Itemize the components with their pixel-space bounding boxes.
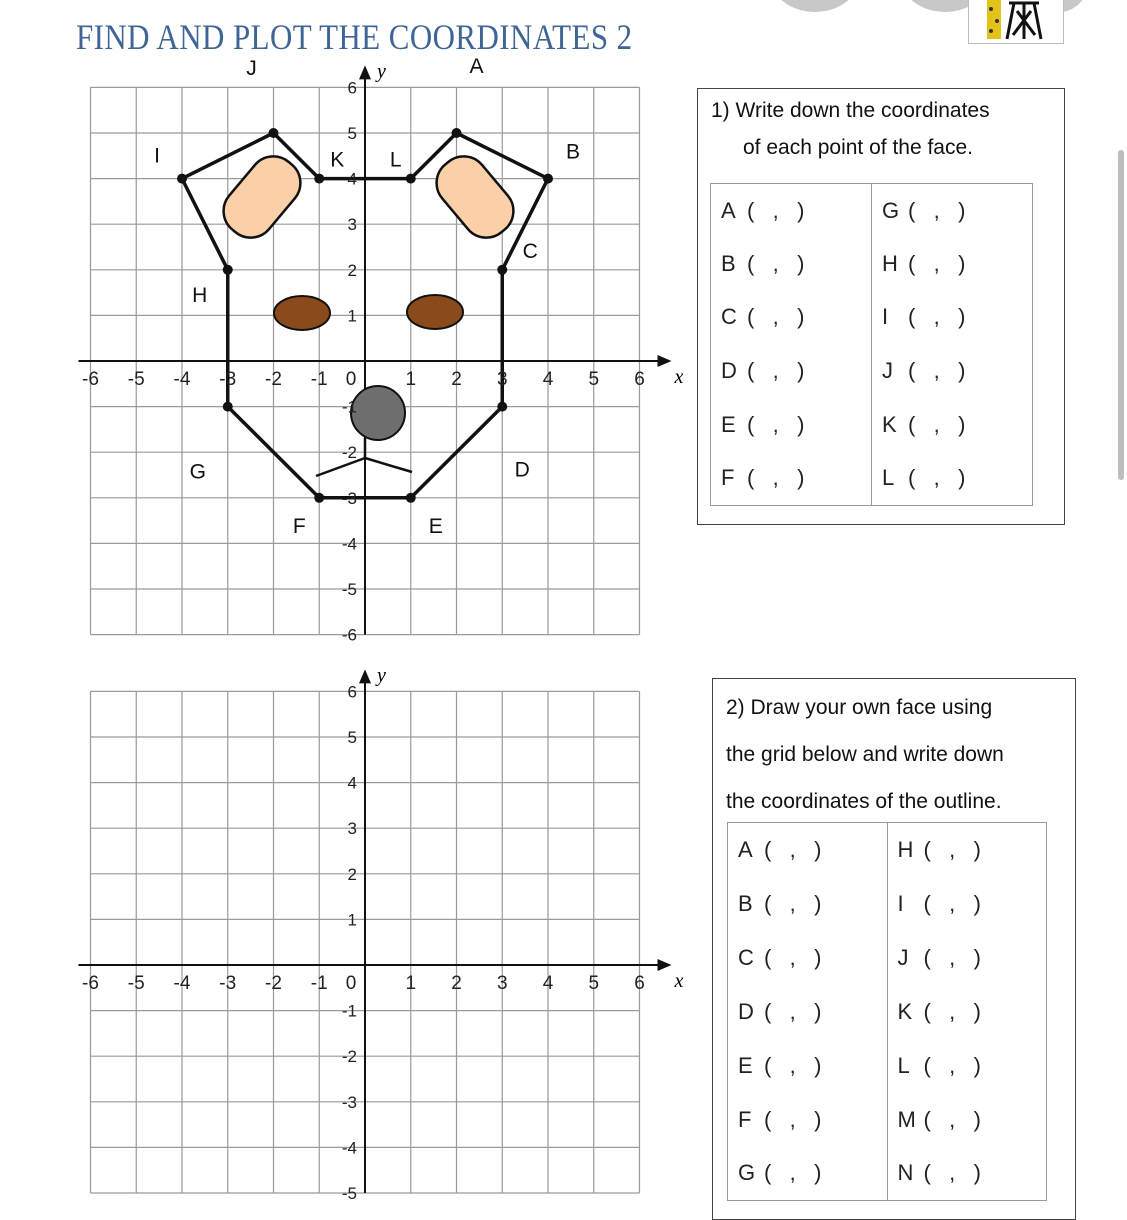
- coordinate-blank: ( , ): [764, 1106, 822, 1132]
- coordinate-blank: ( , ): [908, 304, 966, 330]
- y-tick-label: -5: [341, 580, 357, 599]
- point-letter: F: [738, 1106, 752, 1132]
- point-letter: J: [882, 358, 893, 384]
- x-tick-label: 6: [634, 369, 645, 390]
- x-tick-label: 4: [542, 369, 554, 390]
- point-K: [314, 174, 324, 184]
- point-G: [223, 402, 233, 412]
- right-eye: [407, 295, 463, 329]
- point-L: [406, 174, 416, 184]
- point-letter: E: [721, 411, 736, 437]
- point-letter: M: [897, 1106, 916, 1132]
- point-letter: H: [882, 250, 898, 276]
- point-letter: I: [882, 304, 889, 330]
- x-axis-arrow-icon: [658, 355, 672, 367]
- answer-cell-H[interactable]: [887, 823, 1047, 877]
- y-axis-arrow-icon: [359, 65, 371, 79]
- answer-cell-B[interactable]: [728, 877, 888, 931]
- y-tick-label: 5: [347, 728, 357, 747]
- answer-cell-B[interactable]: [711, 237, 872, 291]
- y-tick-label: -3: [341, 488, 357, 508]
- x-tick-label: -6: [82, 973, 99, 994]
- coordinate-blank: ( , ): [747, 304, 805, 330]
- x-tick-label: -5: [127, 973, 145, 994]
- y-tick-label: 2: [347, 260, 357, 280]
- y-tick-label: 4: [347, 169, 357, 189]
- y-tick-label: 4: [347, 773, 357, 793]
- task2-instructions: [726, 684, 1004, 825]
- nose: [351, 386, 405, 440]
- point-C: [497, 265, 507, 275]
- x-tick-label: 1: [405, 369, 417, 390]
- point-letter: G: [738, 1160, 756, 1186]
- point-letter: N: [897, 1160, 914, 1186]
- coordinate-blank: ( , ): [923, 998, 981, 1024]
- point-letter: B: [738, 890, 753, 916]
- y-tick-label: 1: [347, 306, 357, 326]
- task1-answer-table: [710, 183, 1033, 506]
- task1-line1: 1) Write down the coordinates: [711, 99, 990, 122]
- answer-cell-J[interactable]: [887, 931, 1047, 985]
- answer-cell-A[interactable]: [711, 184, 872, 238]
- answer-cell-N[interactable]: [887, 1147, 1047, 1201]
- y-axis-label: y: [377, 60, 386, 83]
- point-letter: H: [897, 836, 914, 862]
- point-label-C: C: [522, 239, 538, 263]
- answer-row: [711, 344, 1033, 398]
- answer-cell-C[interactable]: [711, 291, 872, 345]
- coordinate-blank: ( , ): [908, 465, 966, 491]
- y-tick-label: -3: [341, 1092, 357, 1112]
- answer-cell-F[interactable]: [711, 451, 872, 505]
- point-label-B: B: [565, 140, 581, 164]
- x-tick-label: -4: [173, 369, 191, 390]
- coordinate-blank: ( , ): [764, 836, 822, 862]
- answer-cell-G[interactable]: [872, 184, 1033, 238]
- answer-cell-H[interactable]: [872, 237, 1033, 291]
- y-tick-label: -6: [341, 625, 357, 645]
- y-tick-label: -1: [341, 1001, 357, 1021]
- point-letter: E: [738, 1052, 753, 1078]
- y-tick-label: -4: [341, 534, 357, 554]
- left-eye: [274, 296, 330, 330]
- coordinate-blank: ( , ): [764, 1052, 822, 1078]
- y-tick-label: -2: [341, 1047, 357, 1067]
- point-label-D: D: [514, 458, 530, 482]
- y-tick-label: 6: [347, 78, 357, 98]
- x-tick-label: -3: [219, 369, 237, 390]
- answer-cell-E[interactable]: [728, 1039, 888, 1093]
- answer-row: [728, 1039, 1047, 1093]
- point-letter: K: [897, 998, 913, 1024]
- answer-row: [711, 184, 1033, 238]
- answer-row: [728, 877, 1047, 931]
- point-letter: G: [882, 197, 900, 223]
- coordinate-blank: ( , ): [764, 998, 822, 1024]
- point-D: [497, 402, 507, 412]
- answer-cell-K[interactable]: [887, 985, 1047, 1039]
- x-tick-label: -5: [127, 369, 145, 390]
- answer-cell-C[interactable]: [728, 931, 888, 985]
- y-tick-label: 5: [347, 124, 357, 143]
- point-letter: J: [897, 944, 909, 970]
- y-tick-label: -5: [341, 1184, 357, 1200]
- x-tick-label: -3: [219, 973, 237, 994]
- task2-line1: 2) Draw your own face using: [726, 696, 993, 719]
- point-letter: D: [738, 998, 754, 1024]
- point-label-A: A: [469, 55, 484, 78]
- point-letter: I: [897, 890, 904, 916]
- point-letter: B: [721, 250, 736, 276]
- coordinate-blank: ( , ): [908, 411, 966, 437]
- coordinate-blank: ( , ): [764, 944, 822, 970]
- point-label-I: I: [154, 144, 160, 168]
- right-ear: [427, 147, 523, 248]
- coordinate-blank: ( , ): [747, 250, 805, 276]
- coordinate-blank: ( , ): [747, 358, 805, 384]
- point-B: [543, 174, 553, 184]
- point-label-L: L: [389, 148, 402, 172]
- x-tick-label: 6: [634, 973, 645, 994]
- answer-cell-E[interactable]: [711, 398, 872, 452]
- task2-answer-table: [727, 822, 1047, 1201]
- answer-row: [728, 1147, 1047, 1201]
- answer-cell-D[interactable]: [711, 344, 872, 398]
- answer-cell-L[interactable]: [872, 451, 1033, 505]
- bottom-grid: [79, 669, 672, 1193]
- coordinate-blank: ( , ): [923, 944, 981, 970]
- y-axis-label: y: [377, 664, 386, 687]
- x-tick-label: 0: [345, 369, 357, 390]
- task1-line2: of each point of the face.: [743, 136, 973, 159]
- answer-cell-F[interactable]: [728, 1093, 888, 1147]
- x-tick-label: 5: [588, 369, 600, 390]
- top-grid: [79, 65, 672, 634]
- x-tick-label: 5: [588, 973, 600, 994]
- point-letter: A: [738, 836, 753, 862]
- coordinate-blank: ( , ): [747, 197, 805, 223]
- answer-row: [711, 237, 1033, 291]
- x-tick-label: -2: [265, 973, 282, 994]
- x-axis-label: x: [674, 366, 684, 388]
- point-letter: A: [721, 197, 736, 223]
- point-letter: L: [882, 465, 895, 491]
- point-letter: L: [897, 1052, 910, 1078]
- answer-cell-I[interactable]: [872, 291, 1033, 345]
- scrollbar[interactable]: [1118, 150, 1124, 480]
- y-tick-label: 3: [347, 215, 357, 235]
- x-tick-label: 2: [451, 973, 462, 994]
- answer-row: [728, 985, 1047, 1039]
- task2-line2: the grid below and write down: [726, 743, 1004, 766]
- worksheet-title: FIND AND PLOT THE COORDINATES 2: [76, 17, 633, 57]
- x-tick-label: 3: [496, 973, 508, 994]
- y-tick-label: -4: [341, 1138, 357, 1158]
- point-F: [314, 493, 324, 503]
- point-letter: D: [721, 358, 737, 384]
- point-label-E: E: [428, 514, 443, 538]
- x-tick-label: 3: [496, 369, 508, 390]
- answer-row: [728, 931, 1047, 985]
- y-axis-arrow-icon: [359, 669, 371, 683]
- x-tick-label: 4: [542, 973, 554, 994]
- task1-instructions: [711, 92, 990, 166]
- answer-cell-L[interactable]: [887, 1039, 1047, 1093]
- answer-row: [711, 451, 1033, 505]
- coordinate-blank: ( , ): [908, 250, 966, 276]
- x-tick-label: -1: [310, 369, 328, 390]
- coordinate-blank: ( , ): [747, 411, 805, 437]
- x-tick-label: -1: [310, 973, 328, 994]
- coordinate-blank: ( , ): [747, 465, 805, 491]
- x-axis-arrow-icon: [658, 959, 672, 971]
- dog-face: [154, 55, 580, 538]
- point-label-G: G: [189, 460, 206, 484]
- answer-cell-K[interactable]: [872, 398, 1033, 452]
- answer-row: [728, 823, 1047, 877]
- coordinate-blank: ( , ): [923, 1160, 981, 1186]
- coordinate-blank: ( , ): [908, 358, 966, 384]
- coordinate-blank: ( , ): [923, 1052, 981, 1078]
- point-letter: C: [721, 304, 737, 330]
- x-tick-label: 1: [405, 973, 417, 994]
- y-tick-label: -2: [341, 443, 357, 463]
- x-tick-label: -6: [82, 369, 99, 390]
- answer-cell-I[interactable]: [887, 877, 1047, 931]
- y-tick-label: 6: [347, 682, 357, 702]
- y-tick-label: 3: [347, 819, 357, 839]
- point-label-F: F: [292, 514, 306, 538]
- point-J: [269, 128, 279, 138]
- point-label-J: J: [246, 57, 257, 80]
- coordinate-blank: ( , ): [908, 197, 966, 223]
- point-letter: C: [738, 944, 754, 970]
- point-H: [223, 265, 233, 275]
- point-letter: F: [721, 465, 735, 491]
- answer-cell-G[interactable]: [728, 1147, 888, 1201]
- x-tick-label: -2: [265, 369, 282, 390]
- x-tick-label: 0: [345, 973, 357, 994]
- point-label-H: H: [192, 283, 208, 307]
- x-axis-label: x: [674, 970, 684, 992]
- answer-cell-D[interactable]: [728, 985, 888, 1039]
- x-tick-label: -4: [173, 973, 191, 994]
- answer-row: [711, 291, 1033, 345]
- point-label-K: K: [330, 148, 345, 172]
- answer-cell-J[interactable]: [872, 344, 1033, 398]
- y-tick-label: 1: [347, 910, 357, 930]
- answer-cell-M[interactable]: [887, 1093, 1047, 1147]
- task2-line3: the coordinates of the outline.: [726, 790, 1002, 813]
- answer-row: [728, 1093, 1047, 1147]
- point-letter: K: [882, 411, 897, 437]
- point-A: [452, 128, 462, 138]
- coordinate-blank: ( , ): [764, 1160, 822, 1186]
- coordinate-blank: ( , ): [923, 890, 981, 916]
- point-E: [406, 493, 416, 503]
- x-tick-label: 2: [451, 369, 462, 390]
- point-I: [177, 174, 187, 184]
- coordinate-blank: ( , ): [923, 1106, 981, 1132]
- y-tick-label: 2: [347, 864, 357, 884]
- coordinate-blank: ( , ): [764, 890, 822, 916]
- coordinate-blank: ( , ): [923, 836, 981, 862]
- answer-row: [711, 398, 1033, 452]
- y-tick-label: -1: [341, 397, 357, 417]
- answer-cell-A[interactable]: [728, 823, 888, 877]
